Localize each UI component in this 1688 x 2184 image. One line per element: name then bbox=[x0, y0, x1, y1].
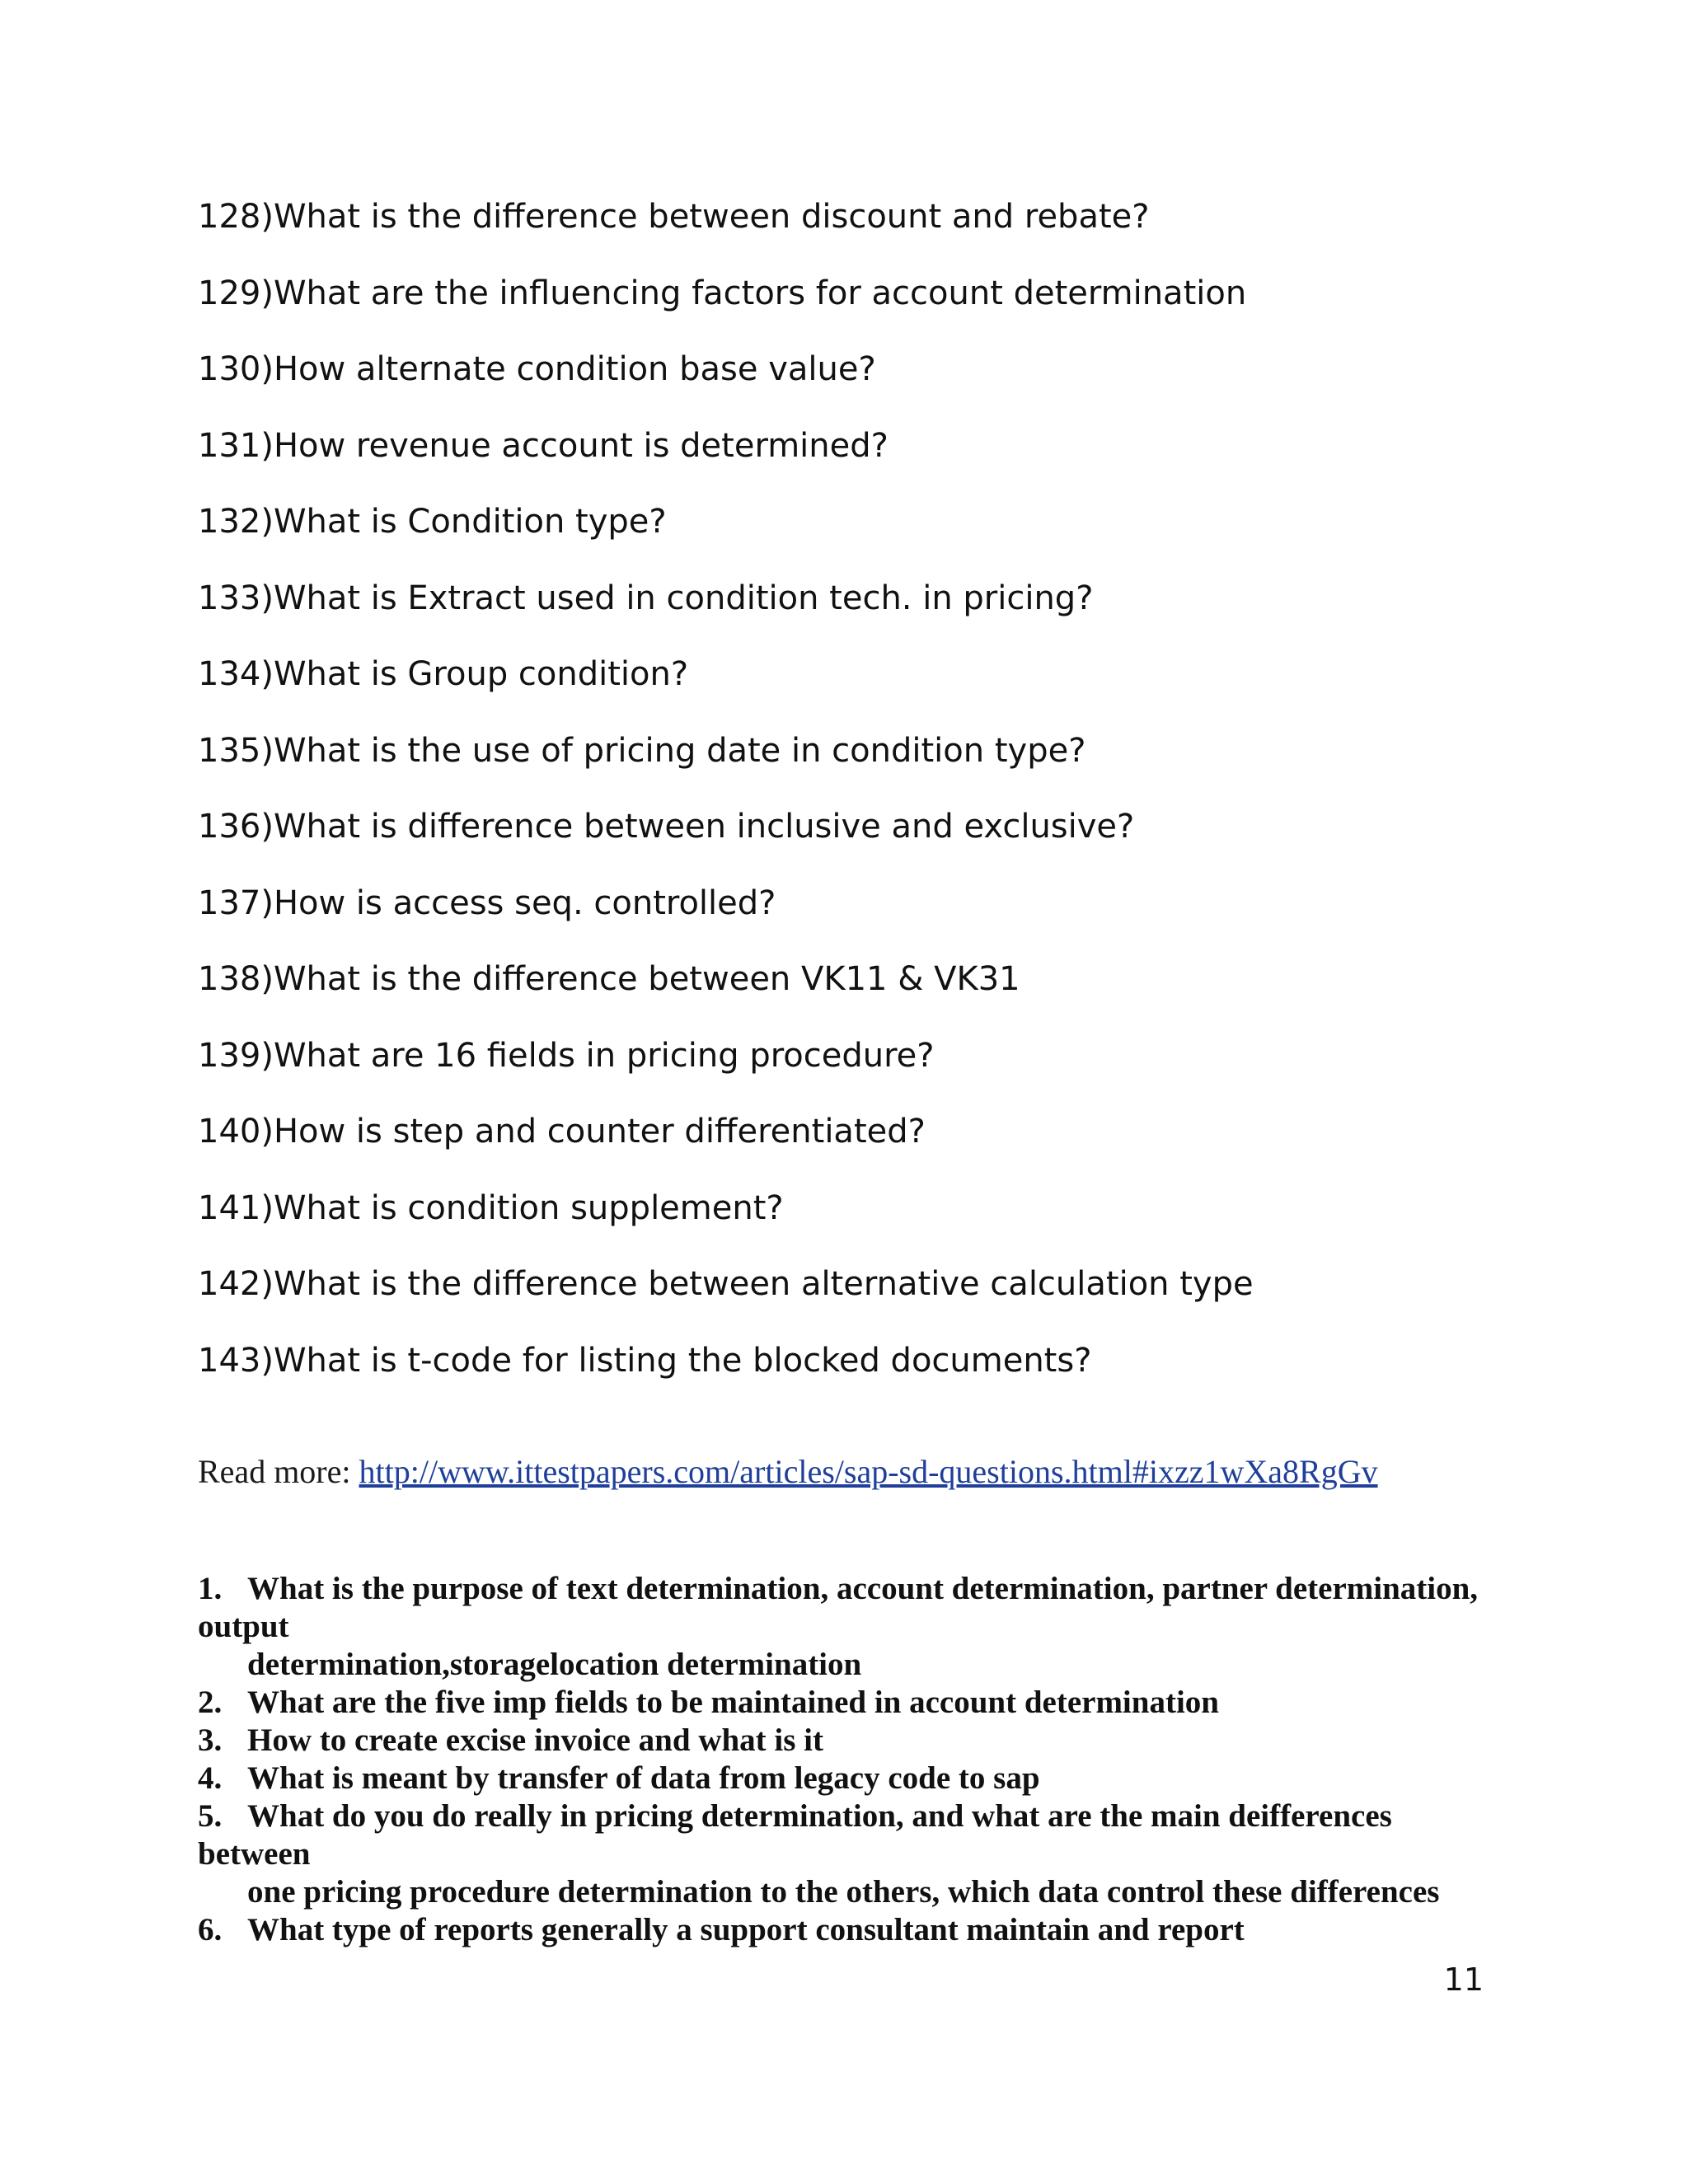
list-item-5 bbox=[198, 1797, 1392, 1835]
list-item-5-continuation: one pricing procedure determination to the others, which data control these differences bbox=[247, 1874, 1440, 1910]
list-item-1-wrap: output bbox=[198, 1609, 289, 1644]
list-number: 4. bbox=[198, 1760, 223, 1796]
question-139: 139)What are 16 fields in pricing procedure? bbox=[198, 1037, 935, 1075]
question-143: 143)What is t-code for listing the blocked documents? bbox=[198, 1342, 1092, 1380]
list-item-text: What type of reports generally a support consultant maintain and report bbox=[247, 1912, 1245, 1947]
list-item-5-wrap: between bbox=[198, 1836, 311, 1872]
list-item-text: What do you do really in pricing determination, and what are the main deifferences bbox=[247, 1798, 1392, 1834]
question-141: 141)What is condition supplement? bbox=[198, 1189, 784, 1227]
read-more bbox=[198, 1452, 1378, 1491]
list-number: 6. bbox=[198, 1912, 223, 1947]
question-128: 128)What is the difference between discount and rebate? bbox=[198, 198, 1150, 236]
list-item-6 bbox=[198, 1911, 1245, 1949]
list-item-2 bbox=[198, 1684, 1219, 1722]
question-137: 137)How is access seq. controlled? bbox=[198, 884, 776, 922]
list-item-text: What is the purpose of text determination, account determination, partner determination, bbox=[247, 1571, 1479, 1606]
question-130: 130)How alternate condition base value? bbox=[198, 350, 876, 388]
question-131: 131)How revenue account is determined? bbox=[198, 427, 889, 465]
list-item-text: How to create excise invoice and what is it bbox=[247, 1722, 823, 1758]
question-133: 133)What is Extract used in condition tech. in pricing? bbox=[198, 579, 1094, 617]
read-more-link[interactable]: http://www.ittestpapers.com/articles/sap-sd-questions.html#ixzz1wXa8RgGv bbox=[359, 1453, 1378, 1490]
question-132: 132)What is Condition type? bbox=[198, 503, 667, 541]
list-number: 2. bbox=[198, 1685, 223, 1720]
read-more-label: Read more: bbox=[198, 1453, 359, 1490]
question-142: 142)What is the difference between alternative calculation type bbox=[198, 1265, 1254, 1303]
list-item-text: What is meant by transfer of data from legacy code to sap bbox=[247, 1760, 1040, 1796]
list-item-3 bbox=[198, 1722, 823, 1760]
list-item-1-continuation: determination,storagelocation determination bbox=[247, 1647, 862, 1682]
list-number: 5. bbox=[198, 1798, 223, 1834]
question-140: 140)How is step and counter differentiated? bbox=[198, 1113, 926, 1151]
question-129: 129)What are the influencing factors for account determination bbox=[198, 274, 1247, 312]
list-item-4 bbox=[198, 1760, 1040, 1797]
page-number: 11 bbox=[1443, 1961, 1484, 1998]
list-number: 1. bbox=[198, 1571, 223, 1606]
question-136: 136)What is difference between inclusive and exclusive? bbox=[198, 808, 1135, 846]
question-135: 135)What is the use of pricing date in condition type? bbox=[198, 732, 1086, 770]
list-item-1 bbox=[198, 1570, 1478, 1608]
list-item-text: What are the five imp fields to be maintained in account determination bbox=[247, 1685, 1219, 1720]
question-138: 138)What is the difference between VK11 & VK31 bbox=[198, 960, 1020, 998]
list-number: 3. bbox=[198, 1722, 223, 1758]
question-134: 134)What is Group condition? bbox=[198, 655, 689, 693]
